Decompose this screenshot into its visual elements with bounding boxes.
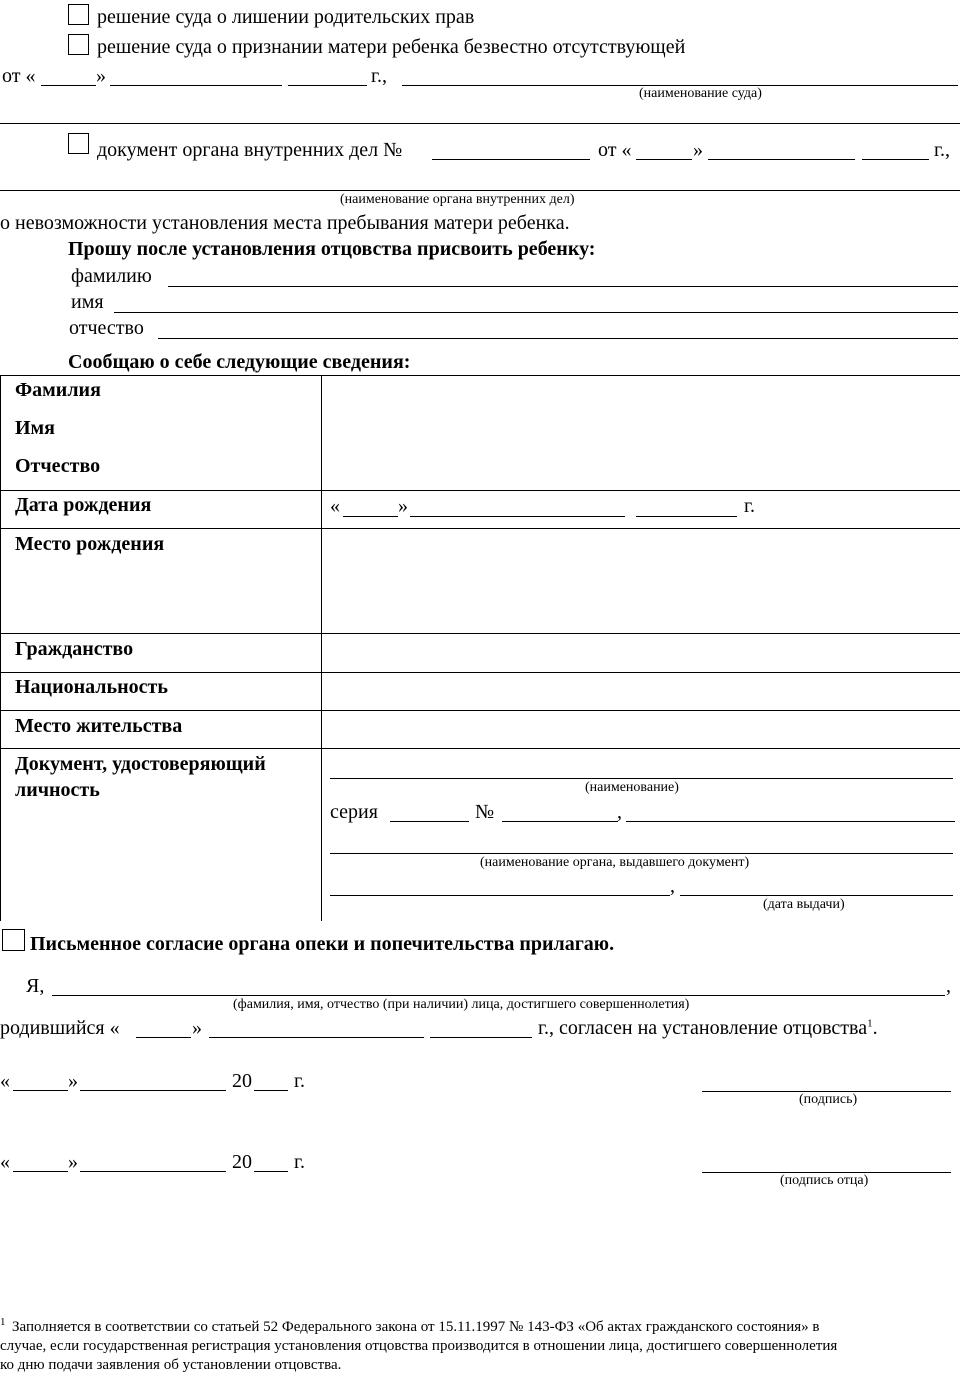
court-day-field[interactable]	[41, 85, 96, 86]
court-name-caption: (наименование суда)	[639, 86, 762, 101]
child-name-field[interactable]	[114, 312, 958, 313]
full-name-value-cell[interactable]	[322, 376, 960, 490]
consent-text-body: г., согласен на установление отцовства	[538, 1017, 868, 1039]
court-month-field[interactable]	[110, 85, 282, 86]
child-name-label: имя	[71, 291, 104, 313]
issuer-field-line2[interactable]	[330, 895, 670, 896]
footnote-line-3: ко дню подачи заявления об установлении отцовства.	[0, 1357, 342, 1373]
table-row-divider	[0, 748, 960, 749]
court-missing-checkbox[interactable]	[68, 34, 89, 55]
sign-date-open-quote: «	[0, 1070, 10, 1092]
sign-month-field[interactable]	[80, 1090, 226, 1091]
birth-place-value-cell[interactable]	[322, 529, 960, 633]
issuer-field[interactable]	[330, 853, 953, 854]
issue-date-field[interactable]	[680, 895, 953, 896]
father-year-prefix: 20	[232, 1151, 252, 1173]
citizenship-label: Гражданство	[15, 638, 134, 660]
birth-date-label: Дата рождения	[15, 494, 152, 516]
father-day-field[interactable]	[13, 1171, 68, 1172]
police-doc-checkbox[interactable]	[68, 133, 89, 154]
consent-text-end: .	[872, 1017, 878, 1039]
court-deprivation-label: решение суда о лишении родительских прав	[97, 6, 475, 28]
father-date-open-quote: «	[0, 1151, 10, 1173]
born-day-field[interactable]	[136, 1037, 191, 1038]
person-name-comma: ,	[946, 975, 951, 997]
child-patronymic-field[interactable]	[158, 338, 958, 339]
police-doc-year-field[interactable]	[862, 159, 929, 160]
nationality-label: Национальность	[15, 676, 168, 698]
issuer-caption: (наименование органа, выдавшего документ)	[480, 855, 750, 870]
court-missing-label: решение суда о признании матери ребенка безвестно отсутствующей	[97, 36, 686, 58]
birth-place-label: Место рождения	[15, 533, 165, 555]
birth-year-mark: г.	[744, 495, 755, 517]
child-surname-label: фамилию	[71, 265, 152, 287]
sign-year-field[interactable]	[254, 1090, 288, 1091]
child-patronymic-label: отчество	[69, 317, 144, 339]
issuer-comma: ,	[670, 875, 675, 897]
birth-day-field[interactable]	[343, 516, 398, 517]
doc-extra-field[interactable]	[626, 821, 955, 822]
person-name-field[interactable]	[52, 995, 945, 996]
birth-month-field[interactable]	[410, 516, 625, 517]
born-label: родившийся «	[0, 1017, 120, 1039]
number-comma: ,	[617, 801, 622, 823]
residence-label: Место жительства	[15, 715, 183, 737]
court-deprivation-checkbox[interactable]	[68, 4, 89, 25]
police-name-caption: (наименование органа внутренних дел)	[340, 192, 575, 207]
court-name-field-line2[interactable]	[0, 123, 960, 124]
issue-date-caption: (дата выдачи)	[763, 897, 845, 912]
doc-number-field[interactable]	[502, 821, 618, 822]
i-label: Я,	[26, 975, 45, 997]
citizenship-value-cell[interactable]	[322, 634, 960, 672]
doc-name-caption: (наименование)	[585, 780, 679, 795]
table-row-divider	[0, 490, 960, 491]
consent-text	[538, 1018, 878, 1038]
court-year-field[interactable]	[288, 85, 367, 86]
personal-info-heading: Сообщаю о себе следующие сведения:	[68, 351, 411, 373]
series-field[interactable]	[390, 821, 469, 822]
birth-year-field[interactable]	[636, 516, 737, 517]
child-surname-field[interactable]	[168, 286, 958, 287]
father-date-close-quote: »	[68, 1151, 78, 1173]
footnote-mark: 1	[0, 1316, 6, 1328]
number-label: №	[475, 801, 495, 823]
police-doc-day-close-quote: »	[693, 139, 703, 161]
id-document-label-line2: личность	[15, 779, 100, 801]
residence-value-cell[interactable]	[322, 711, 960, 748]
sign-year-suffix: г.	[294, 1070, 305, 1092]
footnote-line-1: Заполняется в соответствии со статьей 52 Федерального закона от 15.11.1997 № 143-ФЗ «Об актах гражданского состояния» в	[12, 1319, 820, 1335]
id-document-label: Документ, удостоверяющий	[15, 753, 266, 775]
footnote-line-2: случае, если государственная регистрация установления отцовства производится в отношении лица, достигшего совершеннолетия	[0, 1338, 838, 1354]
court-day-close-quote: »	[96, 65, 106, 87]
series-label: серия	[330, 801, 378, 823]
father-year-field[interactable]	[254, 1171, 288, 1172]
name-label: Имя	[15, 417, 55, 439]
police-doc-label: документ органа внутренних дел №	[97, 139, 403, 161]
child-name-heading: Прошу после установления отцовства присвоить ребенку:	[68, 238, 596, 260]
surname-label: Фамилия	[15, 379, 101, 401]
sign-date-close-quote: »	[68, 1070, 78, 1092]
sign-day-field[interactable]	[13, 1090, 68, 1091]
police-doc-number-field[interactable]	[432, 159, 590, 160]
father-signature-caption: (подпись отца)	[780, 1173, 869, 1188]
nationality-value-cell[interactable]	[322, 673, 960, 710]
police-name-field[interactable]	[0, 190, 960, 191]
birth-date-open-quote: «	[330, 495, 340, 517]
born-year-field[interactable]	[430, 1037, 532, 1038]
court-date-from-label: от «	[2, 65, 36, 87]
birth-date-close-quote: »	[398, 495, 408, 517]
born-month-field[interactable]	[209, 1037, 424, 1038]
guardianship-consent-checkbox[interactable]	[2, 929, 25, 951]
patronymic-label: Отчество	[15, 455, 101, 477]
born-day-close-quote: »	[192, 1017, 202, 1039]
table-left-border	[0, 375, 1, 921]
police-doc-month-field[interactable]	[708, 159, 855, 160]
footnote-reference: 1	[867, 1017, 873, 1030]
father-month-field[interactable]	[80, 1171, 226, 1172]
police-doc-from-label: от «	[598, 139, 632, 161]
signature-caption: (подпись)	[799, 1092, 858, 1107]
police-doc-year-mark: г.,	[934, 139, 950, 161]
person-name-caption: (фамилия, имя, отчество (при наличии) лица, достигшего совершеннолетия)	[233, 997, 690, 1012]
guardianship-consent-label: Письменное согласие органа опеки и попечительства прилагаю.	[30, 933, 615, 955]
doc-name-field[interactable]	[330, 778, 953, 779]
impossibility-text: о невозможности установления места пребывания матери ребенка.	[0, 212, 570, 234]
police-doc-day-field[interactable]	[636, 159, 692, 160]
father-year-suffix: г.	[294, 1151, 305, 1173]
sign-year-prefix: 20	[232, 1070, 252, 1092]
court-year-mark: г.,	[371, 65, 387, 87]
